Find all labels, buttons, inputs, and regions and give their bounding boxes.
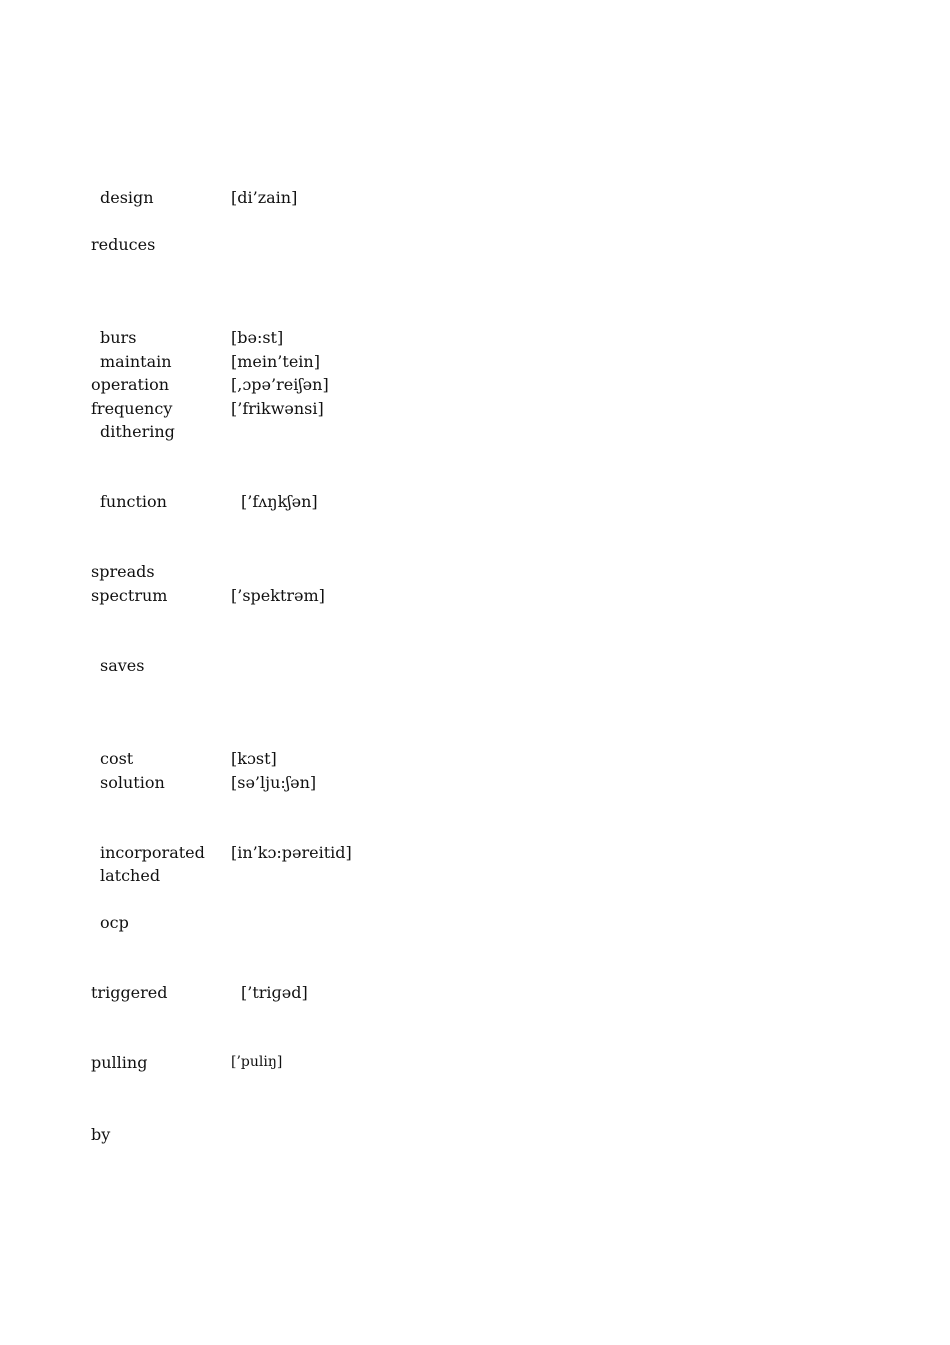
vocab-phonetic: [’puliŋ]	[231, 1054, 283, 1070]
vocab-entry	[0, 350, 600, 373]
vocab-word: triggered	[91, 983, 168, 1002]
vocab-word: function	[100, 492, 167, 511]
vocab-entry	[0, 233, 600, 256]
vocab-word: solution	[100, 773, 165, 792]
vocab-phonetic: [’triɡəd]	[241, 983, 308, 1002]
vocab-phonetic: [di’zain]	[231, 188, 298, 207]
vocab-word: design	[100, 188, 154, 207]
vocab-phonetic: [,ɔpə’reiʃən]	[231, 375, 329, 394]
vocab-entry	[0, 771, 600, 794]
vocab-entry	[0, 654, 600, 677]
vocab-entry	[0, 373, 600, 396]
vocab-word: maintain	[100, 352, 172, 371]
vocab-entry	[0, 841, 600, 864]
vocab-entry	[0, 584, 600, 607]
vocab-word: operation	[91, 375, 170, 394]
vocab-word: by	[91, 1125, 111, 1144]
vocab-phonetic: [bə:st]	[231, 328, 284, 347]
vocab-phonetic: [kɔst]	[231, 749, 277, 768]
vocab-word: incorporated	[100, 843, 205, 862]
vocab-word: latched	[100, 866, 161, 885]
vocab-word: pulling	[91, 1053, 148, 1072]
vocab-word: frequency	[91, 399, 173, 418]
vocab-entry	[0, 864, 600, 887]
vocab-word: cost	[100, 749, 134, 768]
vocab-word: spreads	[91, 562, 155, 581]
vocab-word: saves	[100, 656, 145, 675]
vocab-word: ocp	[100, 913, 129, 932]
vocab-entry	[0, 1123, 600, 1146]
vocab-phonetic: [’fʌŋkʃən]	[241, 492, 318, 511]
vocab-entry	[0, 981, 600, 1004]
vocab-word: dithering	[100, 422, 175, 441]
vocab-entry	[0, 397, 600, 420]
vocab-word: spectrum	[91, 586, 168, 605]
vocab-entry	[0, 747, 600, 770]
vocab-entry	[0, 490, 600, 513]
vocab-entry	[0, 560, 600, 583]
vocab-phonetic: [sə’lju:ʃən]	[231, 773, 317, 792]
vocab-phonetic: [in’kɔ:pəreitid]	[231, 843, 352, 862]
vocab-phonetic: [mein’tein]	[231, 352, 320, 371]
vocab-entry	[0, 420, 600, 443]
vocab-phonetic: [’spektrəm]	[231, 586, 325, 605]
vocab-entry	[0, 911, 600, 934]
vocab-entry	[0, 186, 600, 209]
vocab-word: burs	[100, 328, 137, 347]
vocab-entry	[0, 1051, 600, 1074]
vocab-entry	[0, 326, 600, 349]
vocab-phonetic: [’frikwənsi]	[231, 399, 324, 418]
vocab-word: reduces	[91, 235, 156, 254]
